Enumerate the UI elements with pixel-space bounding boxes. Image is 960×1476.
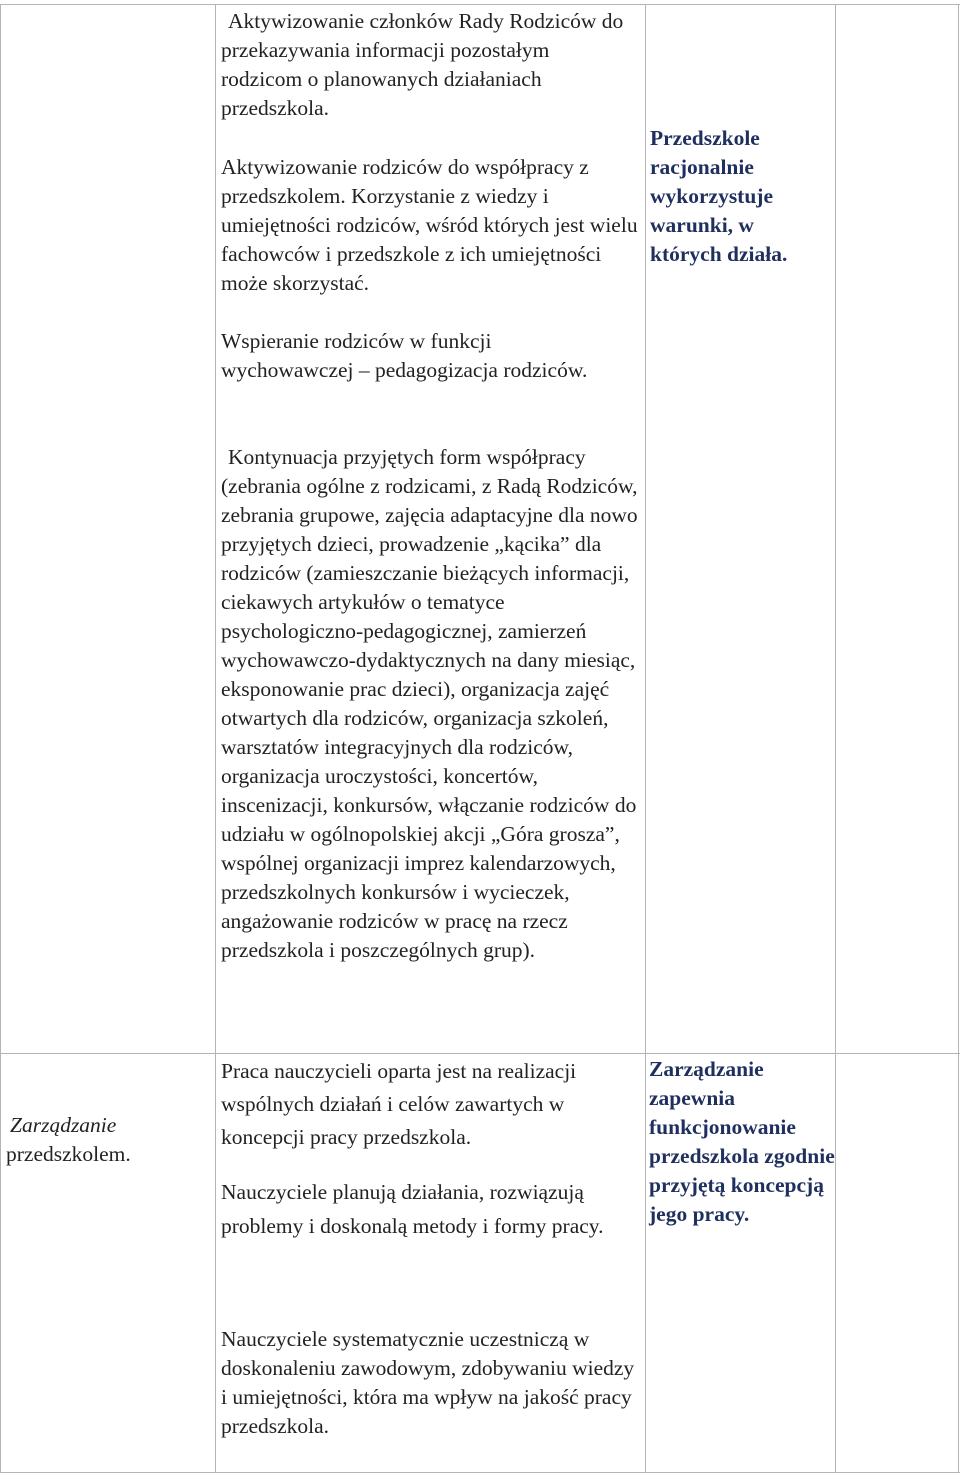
table-border-right <box>958 4 959 1473</box>
text-zarzadzanie-zapewnia: Zarządzanie zapewnia funkcjonowanie przedszkola zgodnie przyjętą koncepcją jego pracy. <box>649 1057 835 1226</box>
table-border-top <box>0 4 960 5</box>
text-nauczyciele-doskonalenie: Nauczyciele systematycznie uczestniczą w doskonaleniu zawodowym, zdobywaniu wiedzy i umiejętności, która ma wpływ na jakość pracy przedszkola. <box>221 1327 635 1438</box>
text-aktywizowanie-rodzicow: Aktywizowanie rodziców do współpracy z przedszkolem. Korzystanie z wiedzy i umiejętności rodziców, wśród których jest wielu fachowców i przedszkole z ich umiejętności może skorzystać. <box>221 155 638 295</box>
table-border-bottom <box>0 1472 960 1473</box>
row-label-italic: Zarządzanie <box>10 1113 117 1137</box>
table-row-divider <box>0 1053 960 1054</box>
text-praca-nauczycieli: Praca nauczycieli oparta jest na realizacji wspólnych działań i celów zawartych w koncepcji pracy przedszkola. <box>221 1059 577 1149</box>
text-nauczyciele-planuja: Nauczyciele planują działania, rozwiązują problemy i doskonalą metody i formy pracy. <box>221 1180 604 1238</box>
row-label-zarzadzanie <box>6 1111 211 1169</box>
text-wspieranie-rodzicow: Wspieranie rodziców w funkcji wychowawczej – pedagogizacja rodziców. <box>221 329 588 382</box>
table-col-divider-3 <box>835 4 836 1473</box>
text-aktywizowanie-rady: Aktywizowanie członków Rady Rodziców do przekazywania informacji pozostałym rodzicom o planowanych działaniach przedszkola. <box>221 9 624 120</box>
text-przedszkole-warunki: Przedszkole racjonalnie wykorzystuje warunki, w których działa. <box>650 126 788 266</box>
text-kontynuacja-form: Kontynuacja przyjętych form współpracy (zebrania ogólne z rodzicami, z Radą Rodziców, zebrania grupowe, zajęcia adaptacyjne dla nowo przyjętych dzieci, prowadzenie „kącika” dla rodziców (zamieszczanie bieżących informacji, ciekawych artykułów o tematyce psychologiczno-pedagogicznej, zamierzeń wychowawczo-dydaktycznych na dany miesiąc, eksponowanie prac dzieci), organizacja zajęć otwartych dla rodziców, organizacja szkoleń, warsztatów integracyjnych dla rodziców, organizacja uroczystości, koncertów, inscenizacji, konkursów, włączanie rodziców do udziału w ogólnopolskiej akcji „Góra grosza”, wspólnej organizacji imprez kalendarzowych, przedszkolnych konkursów i wycieczek, angażowanie rodziców w pracę na rzecz przedszkola i poszczególnych grup). <box>221 445 638 962</box>
table-col-divider-1 <box>215 4 216 1473</box>
table-border-left <box>0 4 1 1473</box>
row-label-rest: przedszkolem. <box>6 1142 131 1166</box>
